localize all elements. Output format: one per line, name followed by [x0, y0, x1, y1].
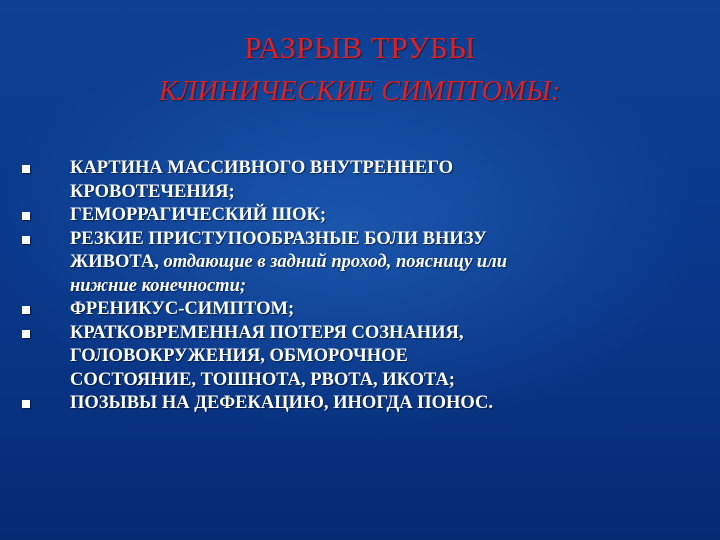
symptom-line — [70, 345, 682, 369]
symptom-line — [70, 228, 682, 252]
symptom-line — [70, 157, 682, 181]
symptom-list — [22, 157, 682, 416]
square-bullet-icon — [22, 400, 30, 408]
symptom-text: РЕЗКИЕ ПРИСТУПООБРАЗНЫЕ БОЛИ ВНИЗУ — [70, 228, 487, 249]
symptom-item — [22, 298, 682, 322]
symptom-line — [70, 181, 682, 205]
symptom-item — [22, 322, 682, 393]
symptom-text: КАРТИНА МАССИВНОГО ВНУТРЕННЕГО — [70, 158, 453, 178]
slide-title: РАЗРЫВ ТРУБЫ — [244, 30, 476, 65]
symptom-text: ПОЗЫВЫ НА ДЕФЕКАЦИЮ, ИНОГДА ПОНОС. — [70, 393, 493, 413]
slide-subtitle: КЛИНИЧЕСКИЕ СИМПТОМЫ: — [158, 76, 561, 107]
symptom-text: ГЕМОРРАГИЧЕСКИЙ ШОК; — [70, 205, 327, 225]
symptom-line — [70, 392, 682, 416]
symptom-text: ГОЛОВОКРУЖЕНИЯ, ОБМОРОЧНОЕ — [70, 346, 408, 366]
symptom-item — [22, 204, 682, 228]
symptom-item — [22, 228, 682, 299]
square-bullet-icon — [22, 165, 30, 173]
symptom-line — [70, 322, 682, 346]
symptom-line — [70, 369, 682, 393]
symptom-item — [22, 392, 682, 416]
symptom-line — [70, 204, 682, 228]
symptom-item — [22, 157, 682, 204]
symptom-text: СОСТОЯНИЕ, ТОШНОТА, РВОТА, ИКОТА; — [70, 369, 455, 390]
symptom-text: ФРЕНИКУС-СИМПТОМ; — [70, 299, 295, 319]
square-bullet-icon — [22, 330, 30, 338]
symptom-text: КРАТКОВРЕМЕННАЯ ПОТЕРЯ СОЗНАНИЯ, — [70, 322, 464, 343]
symptom-text-italic: отдающие в задний проход, поясницу или — [163, 252, 507, 272]
symptom-line — [70, 251, 682, 275]
symptom-text-italic: нижние конечности; — [70, 275, 247, 296]
symptom-text: КРОВОТЕЧЕНИЯ; — [70, 181, 235, 202]
symptom-line — [70, 275, 682, 299]
square-bullet-icon — [22, 236, 30, 244]
square-bullet-icon — [22, 212, 30, 220]
symptom-line — [70, 298, 682, 322]
symptom-text: ЖИВОТА, — [70, 252, 159, 272]
square-bullet-icon — [22, 306, 30, 314]
